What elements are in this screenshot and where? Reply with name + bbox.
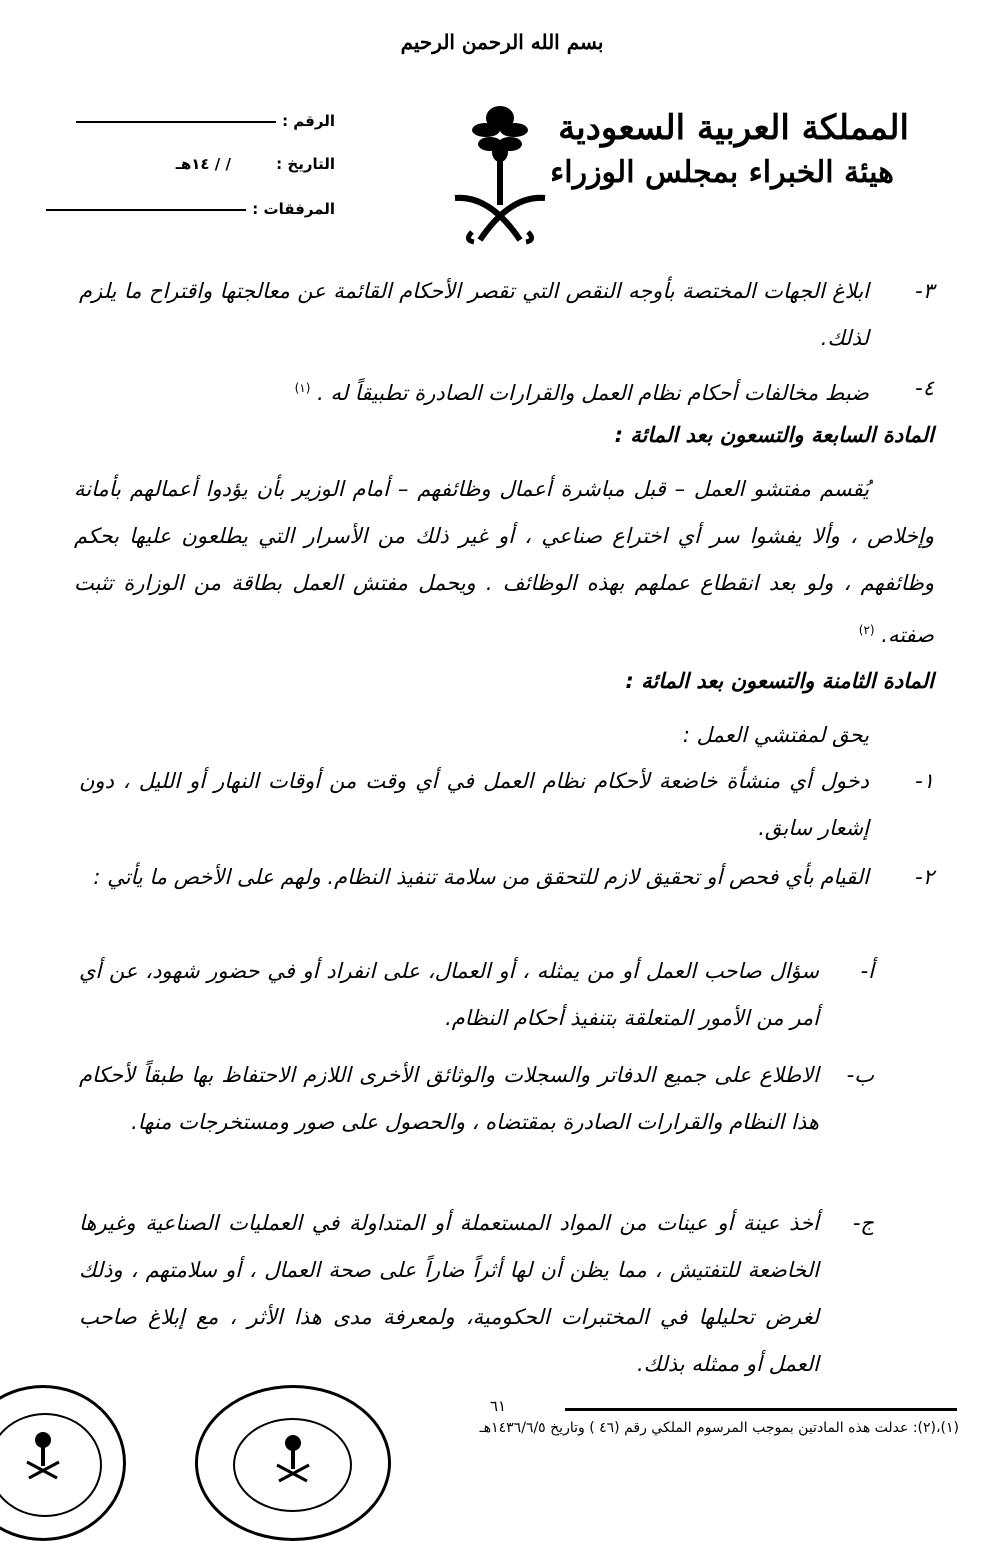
date-label: التاريخ : [276, 155, 335, 173]
country-name: المملكة العربية السعودية [558, 108, 909, 148]
official-seal [195, 1385, 391, 1541]
date-field [45, 155, 335, 173]
reference-label: الرقم : [282, 112, 335, 130]
attachments-label: المرفقات : [252, 200, 335, 218]
emblem-icon [23, 1430, 63, 1480]
page-number: ٦١ [490, 1397, 507, 1415]
subitem-letter: أ- [860, 959, 874, 983]
basmala: بسم الله الرحمن الرحيم [400, 30, 604, 54]
emblem-icon [273, 1433, 313, 1483]
item-number: ٤- [915, 376, 934, 400]
item-3-text: ابلاغ الجهات المختصة بأوجه النقص التي تقصر الأحكام القائمة عن معالجتها واقتراح ما يلزم لذلك. [79, 279, 869, 350]
date-value: / / ١٤هـ [175, 155, 231, 173]
subitem-a-text: سؤال صاحب العمل أو من يمثله ، أو العمال، على انفراد أو في حضور شهود، عن أي أمر من الأمور المتعلقة بتنفيذ أحكام النظام. [79, 959, 819, 1030]
reference-field [45, 112, 335, 130]
palm-and-swords-emblem-icon [450, 100, 550, 245]
article-197-text [74, 466, 934, 659]
footnote-divider [565, 1408, 957, 1411]
subitem-letter: ج- [852, 1211, 874, 1235]
footnote: (١)،(٢): عدلت هذه المادتين بموجب المرسوم الملكي رقم (٤٦ ) وتاريخ ١٤٣٦/٦/٥هـ [479, 1420, 959, 1436]
subitem-c-text: أخذ عينة أو عينات من المواد المستعملة أو المتداولة في العمليات الصناعية وغيرها الخاضعة للتفتيش ، مما يظن أن لها أثراً ضاراً على صحة العمال ، أو سلامتهم ، وذلك لغرض تحليلها في المختبرات الحكومية، ولمعرفة مدى هذا الأثر ، مع إبلاغ صاحب العمل أو ممثله بذلك. [79, 1211, 819, 1376]
item-4-body: ضبط مخالفات أحكام نظام العمل والقرارات الصادرة تطبيقاً له . [317, 381, 869, 405]
subitem-letter: ب- [846, 1063, 874, 1087]
footnote-ref: (٢) [858, 623, 875, 637]
article-197-heading: المادة السابعة والتسعون بعد المائة : [614, 423, 934, 447]
agency-name: هيئة الخبراء بمجلس الوزراء [550, 155, 894, 190]
item-number: ٣- [915, 279, 934, 303]
item-4-text [79, 365, 869, 417]
item-number: ٢- [915, 865, 934, 889]
article-198-intro: يحق لمفتشي العمل : [682, 723, 869, 747]
official-seal [0, 1385, 126, 1541]
subitem-b-text: الاطلاع على جميع الدفاتر والسجلات والوثائق الأخرى اللازم الاحتفاظ بها طبقاً لأحكام هذا النظام والقرارات الصادرة بمقتضاه ، والحصول على صور ومستخرجات منها. [79, 1063, 819, 1134]
item-1-text: دخول أي منشأة خاضعة لأحكام نظام العمل في أي وقت من أوقات النهار أو الليل ، دون إشعار سابق. [79, 769, 869, 840]
article-197-body: يُقسم مفتشو العمل – قبل مباشرة أعمال وظائفهم – أمام الوزير بأن يؤدوا أعمالهم بأمانة وإخلاص ، وألا يفشوا سر أي اختراع صناعي ، أو غير ذلك من الأسرار التي يطلعون عليها بحكم وظائفهم ، ولو بعد انقطاع عملهم بهذه الوظائف . ويحمل مفتش العمل بطاقة من الوزارة تثبت صفته. [74, 477, 934, 647]
item-2-text: القيام بأي فحص أو تحقيق لازم للتحقق من سلامة تنفيذ النظام. ولهم على الأخص ما يأتي : [93, 865, 869, 889]
footnote-ref: (١) [294, 381, 311, 395]
article-198-heading: المادة الثامنة والتسعون بعد المائة : [625, 669, 934, 693]
attachments-field [45, 200, 335, 218]
item-number: ١- [915, 769, 934, 793]
